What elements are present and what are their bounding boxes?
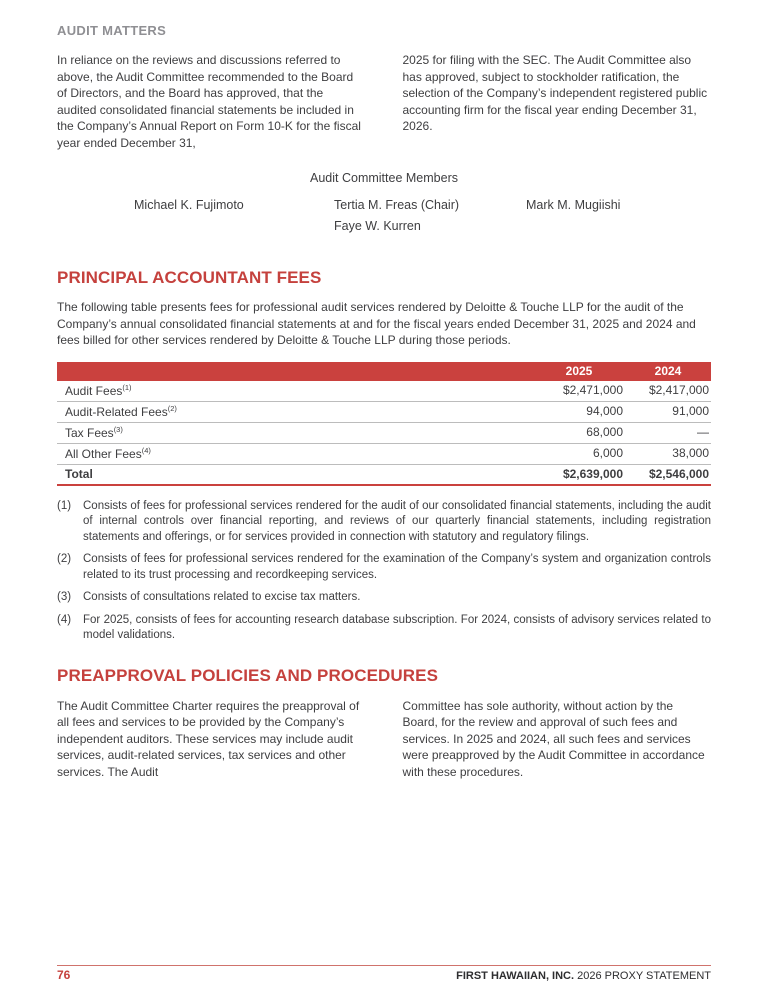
committee-members-title: Audit Committee Members: [310, 171, 458, 185]
total-value-2025: $2,639,000: [533, 464, 625, 485]
footnote-text: Consists of fees for professional services rendered for the audit of our consolidated financial statements, including the audit of internal controls over financial reporting, and reviews of our quarterly financial statements, including registration statements and offerings, or for services provided in connection with statutory and regulatory filings.: [83, 499, 711, 543]
footer-company-name: FIRST HAWAIIAN, INC.: [456, 970, 575, 982]
principal-accountant-fees-heading: PRINCIPAL ACCOUNTANT FEES: [57, 268, 322, 287]
fees-table-header: [57, 362, 711, 381]
audit-matters-column-left: [57, 52, 366, 151]
footer-doc-label: 2026 PROXY STATEMENT: [574, 970, 711, 982]
fees-header-empty: [57, 362, 533, 381]
table-row: [57, 422, 711, 443]
footnotes-list: [57, 499, 711, 644]
committee-member-name: Mark M. Mugiishi: [526, 198, 621, 212]
table-total-row: [57, 464, 711, 485]
fee-value-2024: $2,417,000: [625, 381, 711, 402]
page-footer: [57, 965, 711, 982]
audit-matters-column-right: [403, 52, 712, 151]
footnote-text: Consists of fees for professional services rendered for the examination of the Company’s system and organization controls related to its trust processing and recordkeeping services.: [83, 553, 711, 581]
footnote-ref: (1): [122, 382, 132, 392]
table-row: [57, 443, 711, 464]
fees-header-2025: 2025: [533, 362, 625, 381]
footnote-item: [57, 590, 711, 606]
footer-row: [57, 968, 711, 982]
footnote-marker: (3): [57, 591, 72, 603]
fee-row-label: Audit-Related Fees$^{(2)}$: [57, 401, 533, 422]
preapproval-heading: PREAPPROVAL POLICIES AND PROCEDURES: [57, 665, 439, 685]
fees-intro-paragraph: The following table presents fees for professional audit services rendered by Deloitte & Touche LLP for the audit of the Company’s annual consolidated financial statements at and for the fiscal years ended December 31, 2025 and 2024 and fees billed for other services rendered by Deloitte & Touche LLP during those periods.: [57, 300, 696, 347]
footnote-text: For 2025, consists of fees for accounting research database subscription. For 2024, consists of advisory services related to model validations.: [83, 613, 711, 641]
fee-row-label: Audit Fees$^{(1)}$: [57, 381, 533, 402]
table-row: [57, 401, 711, 422]
audit-matters-paragraphs: [57, 52, 711, 151]
fee-value-2025: 6,000: [533, 443, 625, 464]
audit-matters-paragraph-right: 2025 for filing with the SEC. The Audit Committee also has approved, subject to stockholder ratification, the selection of the Company’s independent registered public accounting firm for the fiscal year ending December 31, 2026.: [402, 53, 708, 133]
footnote-item: [57, 613, 711, 644]
footnote-ref: (2): [167, 403, 177, 413]
footer-document-title: [456, 970, 711, 982]
preapproval-paragraph-left: The Audit Committee Charter requires the preapproval of all fees and services to be provided by the Company’s independent auditors. These services may include audit services, audit-related services, tax services and other services. The Audit: [57, 698, 360, 779]
footer-rule: [57, 965, 711, 966]
footnote-marker: (4): [57, 613, 72, 626]
audit-matters-paragraph-left: In reliance on the reviews and discussions referred to above, the Audit Committee recommended to the Board of Directors, and the Board has approved, that the audited consolidated financial statements be included in the Company’s Annual Report on Form 10-K for the fiscal year ended December 31,: [57, 53, 361, 150]
fees-table: [57, 362, 711, 486]
fee-row-label: All Other Fees$^{(4)}$: [57, 443, 533, 464]
fee-value-2025: 68,000: [533, 422, 625, 443]
committee-member-name: Faye W. Kurren: [334, 219, 421, 233]
footnote-marker: (1): [57, 499, 72, 512]
fee-value-2024: 38,000: [625, 443, 711, 464]
committee-member-name: Michael K. Fujimoto: [134, 198, 244, 212]
preapproval-paragraphs: [57, 698, 711, 781]
total-value-2024: $2,546,000: [625, 464, 711, 485]
preapproval-column-left: [57, 698, 366, 781]
fee-value-2025: $2,471,000: [533, 381, 625, 402]
fee-value-2025: 94,000: [533, 401, 625, 422]
fee-value-2024: —: [625, 422, 711, 443]
fee-value-2024: 91,000: [625, 401, 711, 422]
section-kicker: AUDIT MATTERS: [57, 23, 167, 38]
committee-member-name: Tertia M. Freas (Chair): [334, 198, 460, 212]
footnote-ref: (3): [113, 424, 123, 434]
footnote-marker: (2): [57, 553, 72, 565]
page-number: 76: [57, 968, 71, 982]
total-label: Total: [57, 464, 533, 485]
footnote-item: [57, 499, 711, 546]
committee-members-list: [57, 195, 711, 237]
committee-member-group: [334, 195, 459, 237]
preapproval-column-right: [403, 698, 712, 781]
page-content: [57, 23, 711, 780]
footnote-text: Consists of consultations related to excise tax matters.: [83, 591, 361, 603]
table-row: [57, 381, 711, 402]
fee-row-label: Tax Fees$^{(3)}$: [57, 422, 533, 443]
fees-header-2024: 2024: [625, 362, 711, 381]
footnote-ref: (4): [141, 445, 151, 455]
preapproval-paragraph-right: Committee has sole authority, without action by the Board, for the review and approval of such fees and services. In 2025 and 2024, all such fees and services were preapproved by the Audit Committee in accordance with these procedures.: [402, 698, 705, 779]
footnote-item: [57, 552, 711, 583]
